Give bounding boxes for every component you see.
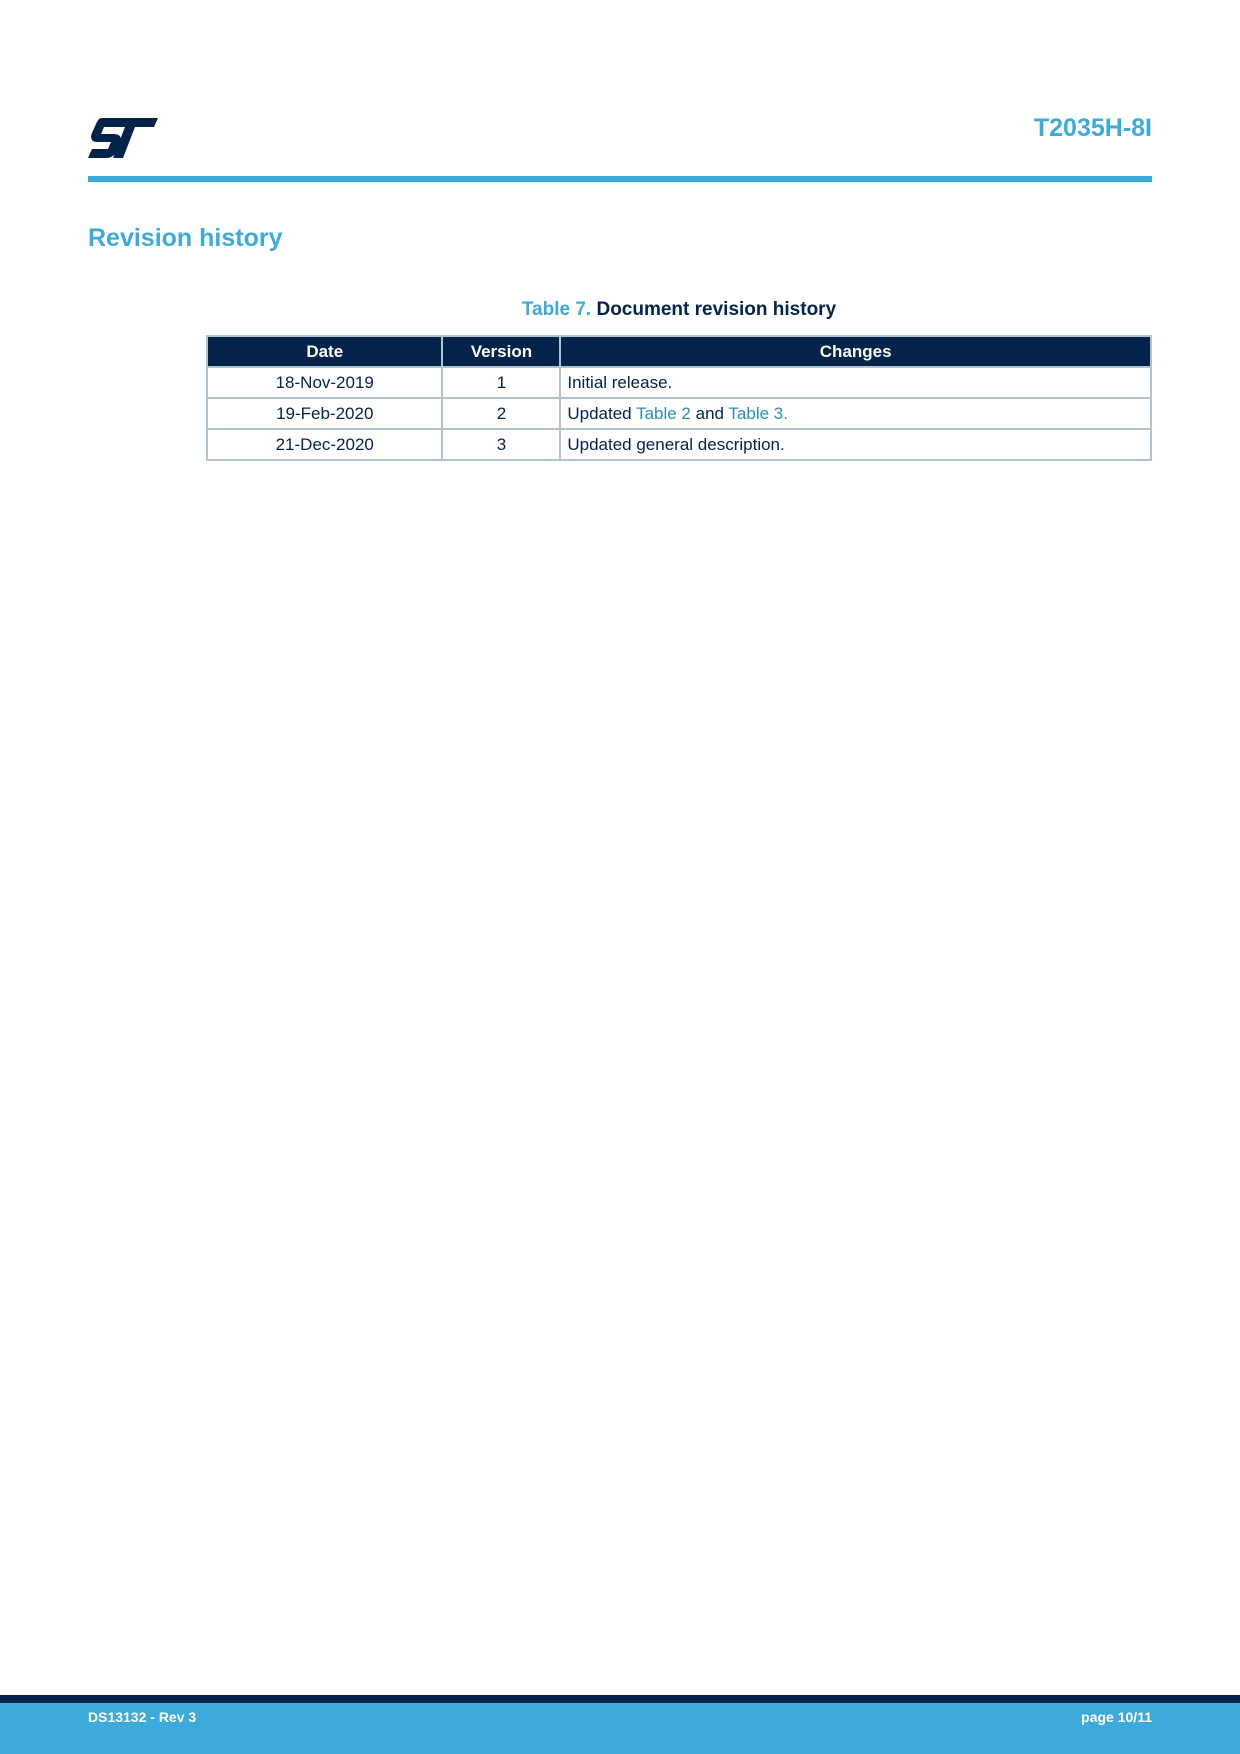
row-changes: Updated general description.: [560, 429, 1151, 460]
document-part-number: T2035H-8I: [1033, 114, 1152, 142]
table-2-link[interactable]: Table 2: [636, 403, 691, 423]
row-date: 19-Feb-2020: [207, 398, 442, 429]
footer-document-id: DS13132 - Rev 3: [88, 1709, 197, 1725]
row-date: 21-Dec-2020: [207, 429, 442, 460]
table-row: [207, 398, 1151, 429]
footer-page-number: page 10/11: [1081, 1709, 1152, 1725]
table-caption: [206, 299, 1152, 321]
row-date: 18-Nov-2019: [207, 367, 442, 398]
st-logo: [88, 118, 158, 158]
changes-text: .: [783, 403, 788, 423]
section-title: Revision history: [88, 224, 283, 252]
table-row: [207, 367, 1151, 398]
column-header-changes: Changes: [560, 336, 1151, 367]
table-caption-title: Document revision history: [596, 299, 837, 320]
footer-dark-band: [0, 1695, 1240, 1703]
row-version: 2: [442, 398, 560, 429]
row-version: 1: [442, 367, 560, 398]
row-changes: Initial release.: [560, 367, 1151, 398]
row-version: 3: [442, 429, 560, 460]
table-header-row: [207, 336, 1151, 367]
revision-history-table: [206, 335, 1152, 461]
table-caption-number: Table 7.: [521, 299, 592, 320]
column-header-date: Date: [207, 336, 442, 367]
table-3-link[interactable]: Table 3: [728, 403, 784, 423]
table-row: [207, 429, 1151, 460]
changes-text: and: [690, 403, 729, 423]
header-divider: [88, 176, 1152, 182]
row-changes: [560, 398, 1151, 429]
changes-text: Updated: [567, 403, 637, 423]
column-header-version: Version: [442, 336, 560, 367]
